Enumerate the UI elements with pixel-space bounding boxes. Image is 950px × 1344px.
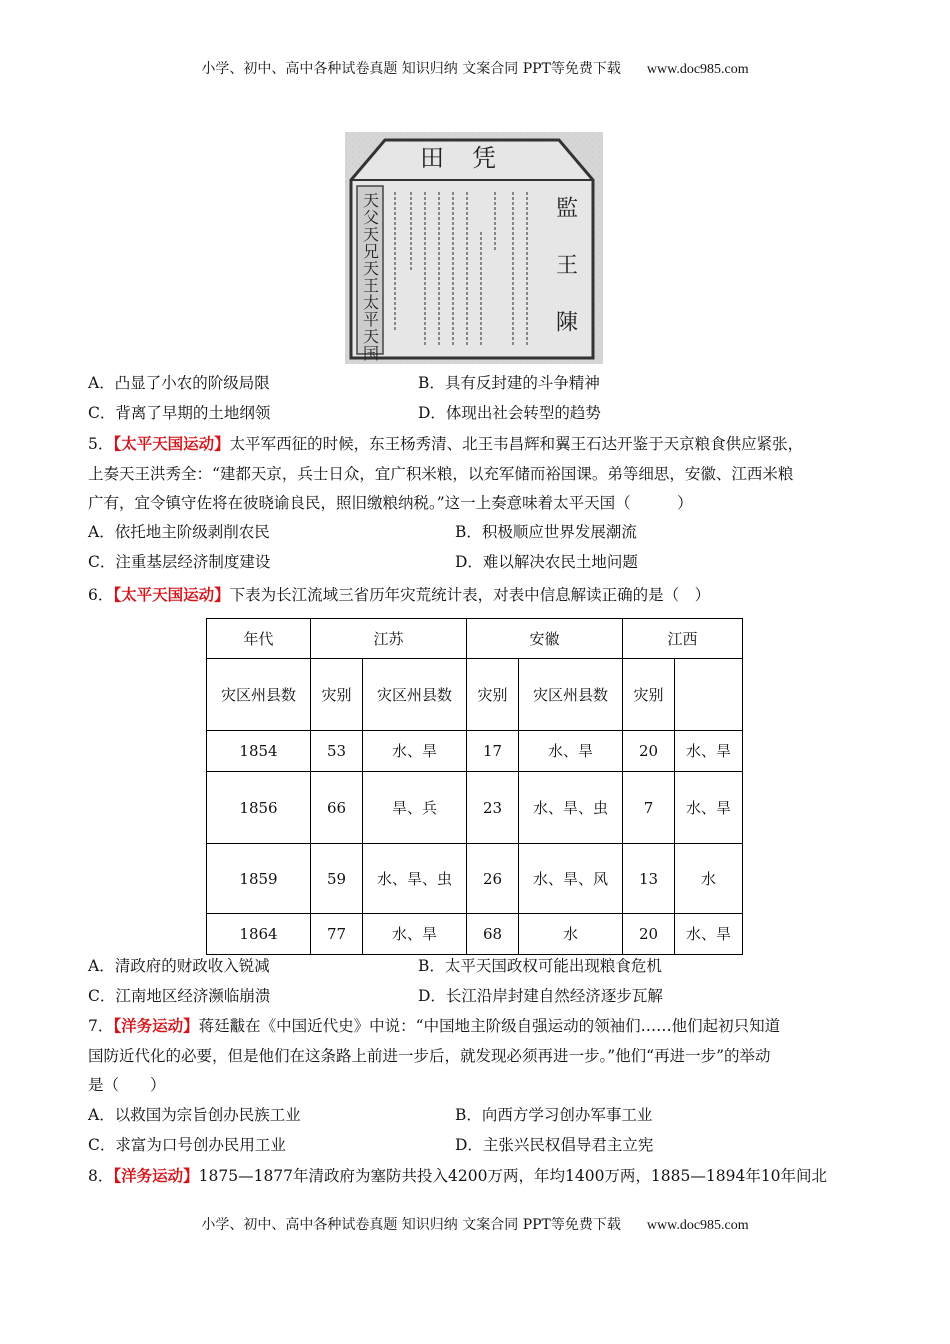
q6-option-d: D．长江沿岸封建自然经济逐步瓦解 bbox=[418, 987, 663, 1005]
table-cell: 77 bbox=[311, 914, 363, 955]
q6-stem-line bbox=[88, 585, 710, 605]
q5-option-a: A．依托地主阶级剥削农民 bbox=[88, 523, 270, 541]
figure-side-text: 天父天兄天王太平天国 bbox=[360, 192, 380, 362]
table-cell: 23 bbox=[467, 772, 519, 844]
table-cell: 20 bbox=[623, 731, 675, 772]
table-header-row bbox=[207, 619, 743, 659]
q8-number: 8． bbox=[88, 1167, 114, 1185]
table-cell: 1859 bbox=[207, 844, 311, 914]
q7-stem-1: 蒋廷黻在《中国近代史》中说：“中国地主阶级自强运动的领袖们……他们起初只知道 bbox=[198, 1017, 781, 1035]
table-header-anhui: 安徽 bbox=[467, 619, 623, 659]
footer-site: www.doc985.com bbox=[646, 1218, 749, 1233]
table-cell: 水 bbox=[519, 914, 623, 955]
figure-right-text: 監 王 陳 為 bbox=[552, 196, 578, 364]
table-row bbox=[207, 844, 743, 914]
table-cell: 7 bbox=[623, 772, 675, 844]
q5-number: 5． bbox=[88, 435, 114, 453]
page-header bbox=[0, 58, 950, 78]
q6-option-a: A．清政府的财政收入锐减 bbox=[88, 957, 270, 975]
q5-stem-line-2: 上奏天王洪秀全：“建都天京，兵士日众，宜广积米粮，以充军储而裕国课。弟等细思，安徽、江西米粮 bbox=[88, 465, 794, 483]
table-cell: 水、旱 bbox=[519, 731, 623, 772]
table-cell: 水、旱 bbox=[363, 914, 467, 955]
table-cell: 1864 bbox=[207, 914, 311, 955]
table-row bbox=[207, 914, 743, 955]
q7-stem-line-3: 是（ ） bbox=[88, 1076, 166, 1094]
table-cell: 水、旱、虫 bbox=[519, 772, 623, 844]
page-footer bbox=[0, 1214, 950, 1234]
table-cell: 水、旱 bbox=[675, 772, 743, 844]
table-subheader-cell bbox=[675, 659, 743, 731]
table-cell: 13 bbox=[623, 844, 675, 914]
q5-option-d: D．难以解决农民土地问题 bbox=[455, 553, 638, 571]
figure-top-text: 田凭 bbox=[420, 144, 524, 172]
header-text: 小学、初中、高中各种试卷真题 知识归纳 文案合同 PPT等免费下载 bbox=[201, 61, 621, 77]
table-row bbox=[207, 731, 743, 772]
table-cell: 66 bbox=[311, 772, 363, 844]
q7-stem-line-2: 国防近代化的必要，但是他们在这条路上前进一步后，就发现必须再进一步。”他们“再进一步”的举动 bbox=[88, 1047, 771, 1065]
land-certificate-image bbox=[345, 132, 603, 364]
table-cell: 水、旱 bbox=[363, 731, 467, 772]
q4-option-a: A．凸显了小农的阶级局限 bbox=[88, 374, 270, 392]
disaster-table bbox=[206, 618, 743, 955]
q8-tag: 【洋务运动】 bbox=[113, 1166, 199, 1185]
table-cell: 水、旱 bbox=[675, 731, 743, 772]
table-cell: 水、旱 bbox=[675, 914, 743, 955]
q7-stem-line-1 bbox=[88, 1016, 780, 1036]
table-subheader-row bbox=[207, 659, 743, 731]
table-header-year: 年代 bbox=[207, 619, 311, 659]
q7-number: 7． bbox=[88, 1017, 114, 1035]
table-cell: 1854 bbox=[207, 731, 311, 772]
table-subheader-cell: 灾别 bbox=[623, 659, 675, 731]
table-header-jiangsu: 江苏 bbox=[311, 619, 467, 659]
table-cell: 旱、兵 bbox=[363, 772, 467, 844]
table-subheader-cell: 灾别 bbox=[467, 659, 519, 731]
table-cell: 1856 bbox=[207, 772, 311, 844]
table-subheader-cell: 灾区州县数 bbox=[363, 659, 467, 731]
q5-stem-line-3: 广有，宜令镇守佐将在彼晓谕良民，照旧缴粮纳税。”这一上奏意味着太平天国（ ） bbox=[88, 494, 693, 512]
footer-text: 小学、初中、高中各种试卷真题 知识归纳 文案合同 PPT等免费下载 bbox=[201, 1217, 621, 1233]
q7-option-d: D．主张兴民权倡导君主立宪 bbox=[455, 1136, 654, 1154]
table-row bbox=[207, 772, 743, 844]
q6-number: 6． bbox=[88, 586, 114, 604]
table-header-jiangxi: 江西 bbox=[623, 619, 743, 659]
q4-option-b: B．具有反封建的斗争精神 bbox=[418, 374, 600, 392]
table-cell: 26 bbox=[467, 844, 519, 914]
q7-option-c: C．求富为口号创办民用工业 bbox=[88, 1136, 286, 1154]
table-cell: 20 bbox=[623, 914, 675, 955]
q5-stem-1: 太平军西征的时候，东王杨秀清、北王韦昌辉和翼王石达开鉴于天京粮食供应紧张， bbox=[229, 435, 804, 453]
q6-tag: 【太平天国运动】 bbox=[113, 585, 230, 604]
table-cell: 53 bbox=[311, 731, 363, 772]
table-subheader-cell: 灾区州县数 bbox=[519, 659, 623, 731]
q6-option-b: B．太平天国政权可能出现粮食危机 bbox=[418, 957, 662, 975]
q5-option-b: B．积极顺应世界发展潮流 bbox=[455, 523, 637, 541]
q4-option-c: C．背离了早期的土地纲领 bbox=[88, 404, 271, 422]
table-cell: 水、旱、风 bbox=[519, 844, 623, 914]
table-cell: 水、旱、虫 bbox=[363, 844, 467, 914]
table-subheader-cell: 灾区州县数 bbox=[207, 659, 311, 731]
q7-tag: 【洋务运动】 bbox=[113, 1016, 199, 1035]
q5-tag: 【太平天国运动】 bbox=[113, 434, 230, 453]
table-cell: 59 bbox=[311, 844, 363, 914]
q7-option-a: A．以救国为宗旨创办民族工业 bbox=[88, 1106, 301, 1124]
q4-option-d: D．体现出社会转型的趋势 bbox=[418, 404, 601, 422]
table-subheader-cell: 灾别 bbox=[311, 659, 363, 731]
q8-stem-line-1 bbox=[88, 1166, 827, 1186]
q6-option-c: C．江南地区经济濒临崩溃 bbox=[88, 987, 271, 1005]
q6-stem: 下表为长江流域三省历年灾荒统计表，对表中信息解读正确的是（ ） bbox=[229, 586, 711, 604]
q7-option-b: B．向西方学习创办军事工业 bbox=[455, 1106, 653, 1124]
table-cell: 17 bbox=[467, 731, 519, 772]
table-cell: 68 bbox=[467, 914, 519, 955]
table-cell: 水 bbox=[675, 844, 743, 914]
q5-stem-line-1 bbox=[88, 434, 803, 454]
header-site: www.doc985.com bbox=[646, 62, 749, 77]
q8-stem-1: 1875—1877年清政府为塞防共投入4200万两，年均1400万两，1885—1894年10年间北 bbox=[198, 1167, 828, 1185]
q5-option-c: C．注重基层经济制度建设 bbox=[88, 553, 271, 571]
